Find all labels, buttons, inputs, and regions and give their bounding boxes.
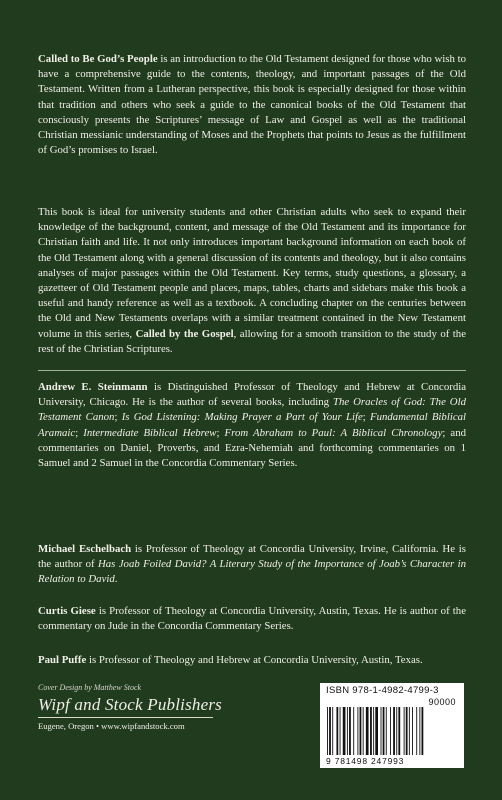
publisher-rule <box>38 717 213 718</box>
author-bio-giese <box>38 604 466 634</box>
author-bio-steinmann <box>38 380 466 471</box>
description-text: is an introduction to the Old Testament designed for those who wish to have a comprehensive guide to the contents, theology, and important passages of the Old Testament. Written from a Lutheran perspective, this book is especially designed for those within that tradition and others who seek a guide to the canonical books of the Old Testament that consciously presents the Scriptures’ message of Law and Gospel as well as the traditional Christian messianic understanding of Moses and the Prophets that points to Jesus as the fulfillment of God’s promises to Israel. <box>38 53 466 157</box>
publisher-name: Wipf and Stock Publishers <box>38 695 222 714</box>
bullet-separator: • <box>96 721 100 731</box>
publisher-address-line <box>38 721 185 731</box>
bio-text: ; and commentaries on Daniel, Proverbs, and Ezra-Nehemiah and forthcoming commentaries on 1 Samuel and 2 Samuel in the Concordia Commentary Series. <box>38 426 467 470</box>
book-title: Is God Listening: Making Prayer a Part of Your Life <box>121 411 363 424</box>
description-paragraph-1 <box>38 52 466 158</box>
author-bio-eschelbach <box>38 542 466 588</box>
bio-text: ; <box>114 411 122 424</box>
section-divider <box>38 370 466 371</box>
barcode-graphic <box>326 707 458 755</box>
cover-design-credit: Cover Design by Matthew Stock <box>38 683 142 692</box>
bio-text: is Professor of Theology at Concordia University, Irvine, California. He is the author of <box>38 543 466 571</box>
book-title: The Oracles of God: The Old Testament Canon <box>38 396 466 424</box>
author-name: Michael Eschelbach <box>38 543 132 555</box>
publisher-location: Eugene, Oregon <box>38 721 94 731</box>
author-name: Curtis Giese <box>38 605 96 617</box>
bio-text: ; <box>216 426 225 439</box>
isbn-barcode-block <box>320 683 464 768</box>
book-title: Has Joab Foiled David? A Literary Study of the Importance of Joab’s Character in Relation to David <box>38 558 466 586</box>
barcode-digits: 9 781498 247993 <box>326 756 405 766</box>
description-paragraph-2 <box>38 205 466 357</box>
bio-text: is Distinguished Professor of Theology and Hebrew at Concordia University, Chicago. He is the author of several books, including <box>38 381 467 409</box>
price-code: 90000 <box>428 697 456 707</box>
book-title: Intermediate Biblical Hebrew <box>83 426 217 439</box>
publisher-website: www.wipfandstock.com <box>101 721 185 731</box>
book-title-inline: Called to Be God’s People <box>38 53 158 65</box>
book-title: From Abraham to Paul: A Biblical Chronology <box>224 426 443 439</box>
description-text: , allowing for a smooth transition to the study of the rest of the Christian Scriptures. <box>38 327 466 355</box>
bio-text: ; <box>362 411 371 424</box>
isbn-text: ISBN 978-1-4982-4799-3 <box>326 685 439 696</box>
author-name: Paul Puffe <box>38 654 87 666</box>
series-title-inline: Called by the Gospel <box>135 327 234 340</box>
bio-text: is Professor of Theology and Hebrew at Concordia University, Austin, Texas. <box>86 654 423 666</box>
bio-text: . <box>114 573 118 586</box>
bio-text: ; <box>75 426 84 439</box>
bio-text: is Professor of Theology at Concordia University, Austin, Texas. He is author of the commentary on Jude in the Concordia Commentary Series. <box>38 605 466 633</box>
author-bio-puffe <box>38 653 466 668</box>
description-text: This book is ideal for university students and other Christian adults who seek to expand their knowledge of the background, content, and message of the Old Testament and its importance for Christian faith and life. It not only introduces important background information on each book of the Old Testament along with a general discussion of its contents and theology, but it also contains analyses of major passages within the Old Testament. Key terms, study questions, a glossary, a gazetteer of Old Testament people and places, maps, tables, charts and sidebars make this book a useful and handy reference as well as a textbook. A concluding chapter on the centuries between the Old and New Testaments overlaps with a similar treatment contained in the New Testament volume in this series, <box>38 206 466 340</box>
author-name: Andrew E. Steinmann <box>38 381 148 393</box>
book-title: Fundamental Biblical Aramaic <box>38 411 467 439</box>
